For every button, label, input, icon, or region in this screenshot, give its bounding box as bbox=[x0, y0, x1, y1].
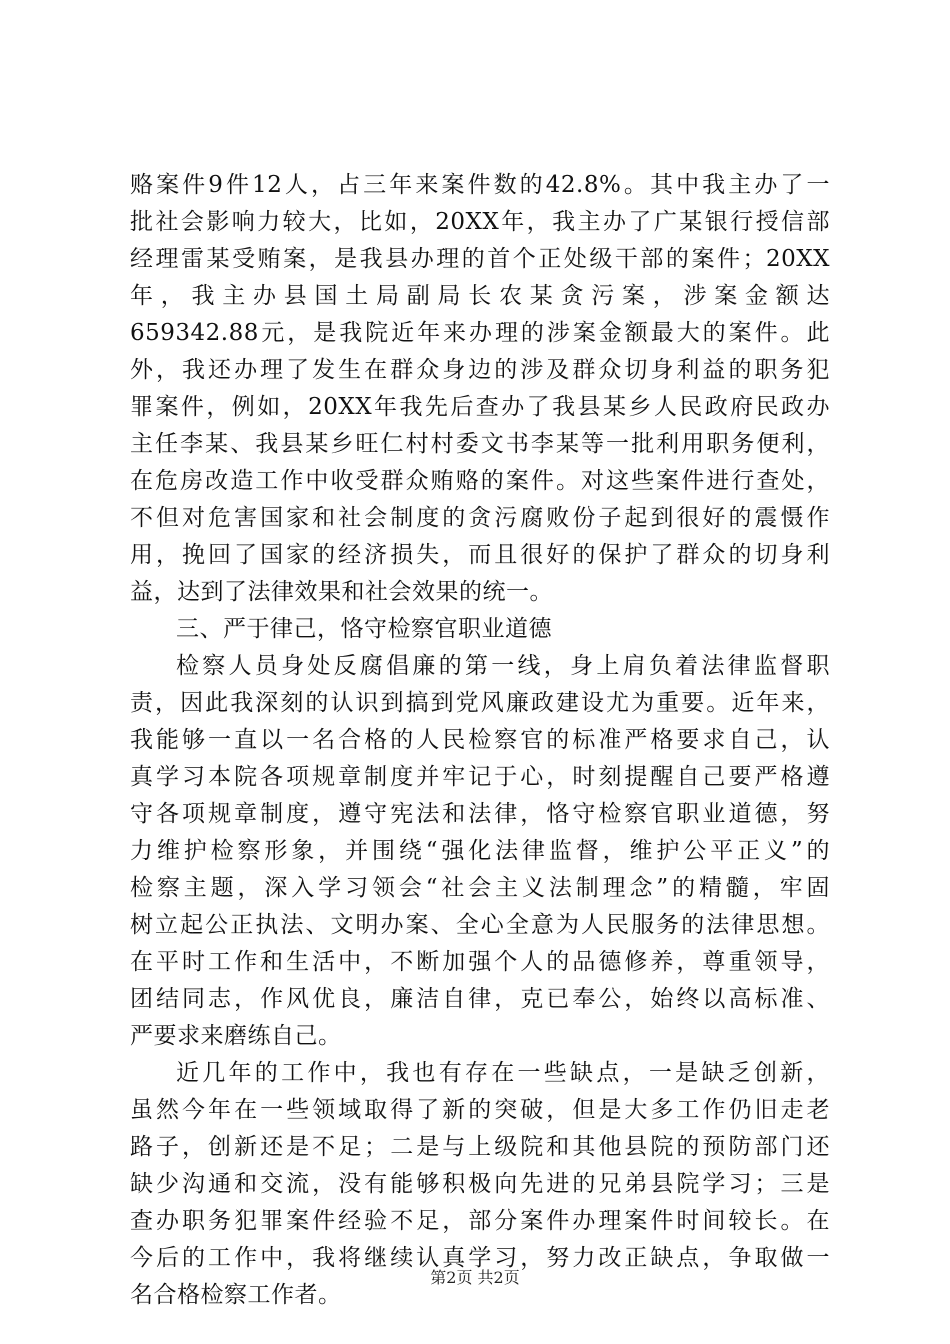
document-line: 在平时工作和生活中，不断加强个人的品德修养，尊重领导， bbox=[130, 949, 830, 975]
document-line: 检察主题，深入学习领会“社会主义法制理念”的精髓，牢固 bbox=[130, 875, 830, 901]
document-line: 我能够一直以一名合格的人民检察官的标准严格要求自己，认 bbox=[130, 727, 830, 753]
document-line: 年，我主办县国土局副局长农某贪污案，涉案金额达 bbox=[130, 283, 830, 309]
document-line: 用，挽回了国家的经济损失，而且很好的保护了群众的切身利 bbox=[130, 542, 830, 568]
document-line: 在危房改造工作中收受群众贿赂的案件。对这些案件进行查处， bbox=[130, 468, 830, 494]
document-line: 近几年的工作中，我也有存在一些缺点，一是缺乏创新， bbox=[176, 1060, 830, 1086]
document-line: 经理雷某受贿案，是我县办理的首个正处级干部的案件；20XX bbox=[130, 246, 830, 272]
document-line: 检察人员身处反腐倡廉的第一线，身上肩负着法律监督职 bbox=[176, 653, 830, 679]
document-line: 赂案件9件12人，占三年来案件数的42.8%。其中我主办了一 bbox=[130, 172, 830, 198]
document-line: 不但对危害国家和社会制度的贪污腐败份子起到很好的震慑作 bbox=[130, 505, 830, 531]
document-line: 主任李某、我县某乡旺仁村村委文书李某等一批利用职务便利， bbox=[130, 431, 830, 457]
document-line: 守各项规章制度，遵守宪法和法律，恪守检察官职业道德，努 bbox=[130, 801, 830, 827]
document-line: 三、严于律己，恪守检察官职业道德 bbox=[176, 616, 552, 642]
document-line: 虽然今年在一些领域取得了新的突破，但是大多工作仍旧走老 bbox=[130, 1097, 830, 1123]
document-line: 查办职务犯罪案件经验不足，部分案件办理案件时间较长。在 bbox=[130, 1208, 830, 1234]
document-line: 真学习本院各项规章制度并牢记于心，时刻提醒自己要严格遵 bbox=[130, 764, 830, 790]
document-line: 659342.88元，是我院近年来办理的涉案金额最大的案件。此 bbox=[130, 320, 830, 346]
page-footer: 第2页 共2页 bbox=[430, 1268, 520, 1287]
document-body bbox=[130, 167, 830, 1314]
document-line: 外，我还办理了发生在群众身边的涉及群众切身利益的职务犯 bbox=[130, 357, 830, 383]
document-line: 名合格检察工作者。 bbox=[130, 1282, 342, 1308]
document-line: 批社会影响力较大，比如，20XX年，我主办了广某银行授信部 bbox=[130, 209, 830, 235]
document-line: 罪案件，例如，20XX年我先后查办了我县某乡人民政府民政办 bbox=[130, 394, 830, 420]
document-line: 路子，创新还是不足；二是与上级院和其他县院的预防部门还 bbox=[130, 1134, 830, 1160]
document-line: 今后的工作中，我将继续认真学习，努力改正缺点，争取做一 bbox=[130, 1245, 830, 1271]
document-line: 树立起公正执法、文明办案、全心全意为人民服务的法律思想。 bbox=[130, 912, 830, 938]
document-line: 益，达到了法律效果和社会效果的统一。 bbox=[130, 579, 553, 605]
document-line: 团结同志，作风优良，廉洁自律，克已奉公，始终以高标准、 bbox=[130, 986, 830, 1012]
document-line: 责，因此我深刻的认识到搞到党风廉政建设尤为重要。近年来， bbox=[130, 690, 830, 716]
document-line: 缺少沟通和交流，没有能够积极向先进的兄弟县院学习；三是 bbox=[130, 1171, 830, 1197]
document-line: 力维护检察形象，并围绕“强化法律监督，维护公平正义”的 bbox=[130, 838, 830, 864]
document-line: 严要求来磨练自己。 bbox=[130, 1023, 342, 1049]
